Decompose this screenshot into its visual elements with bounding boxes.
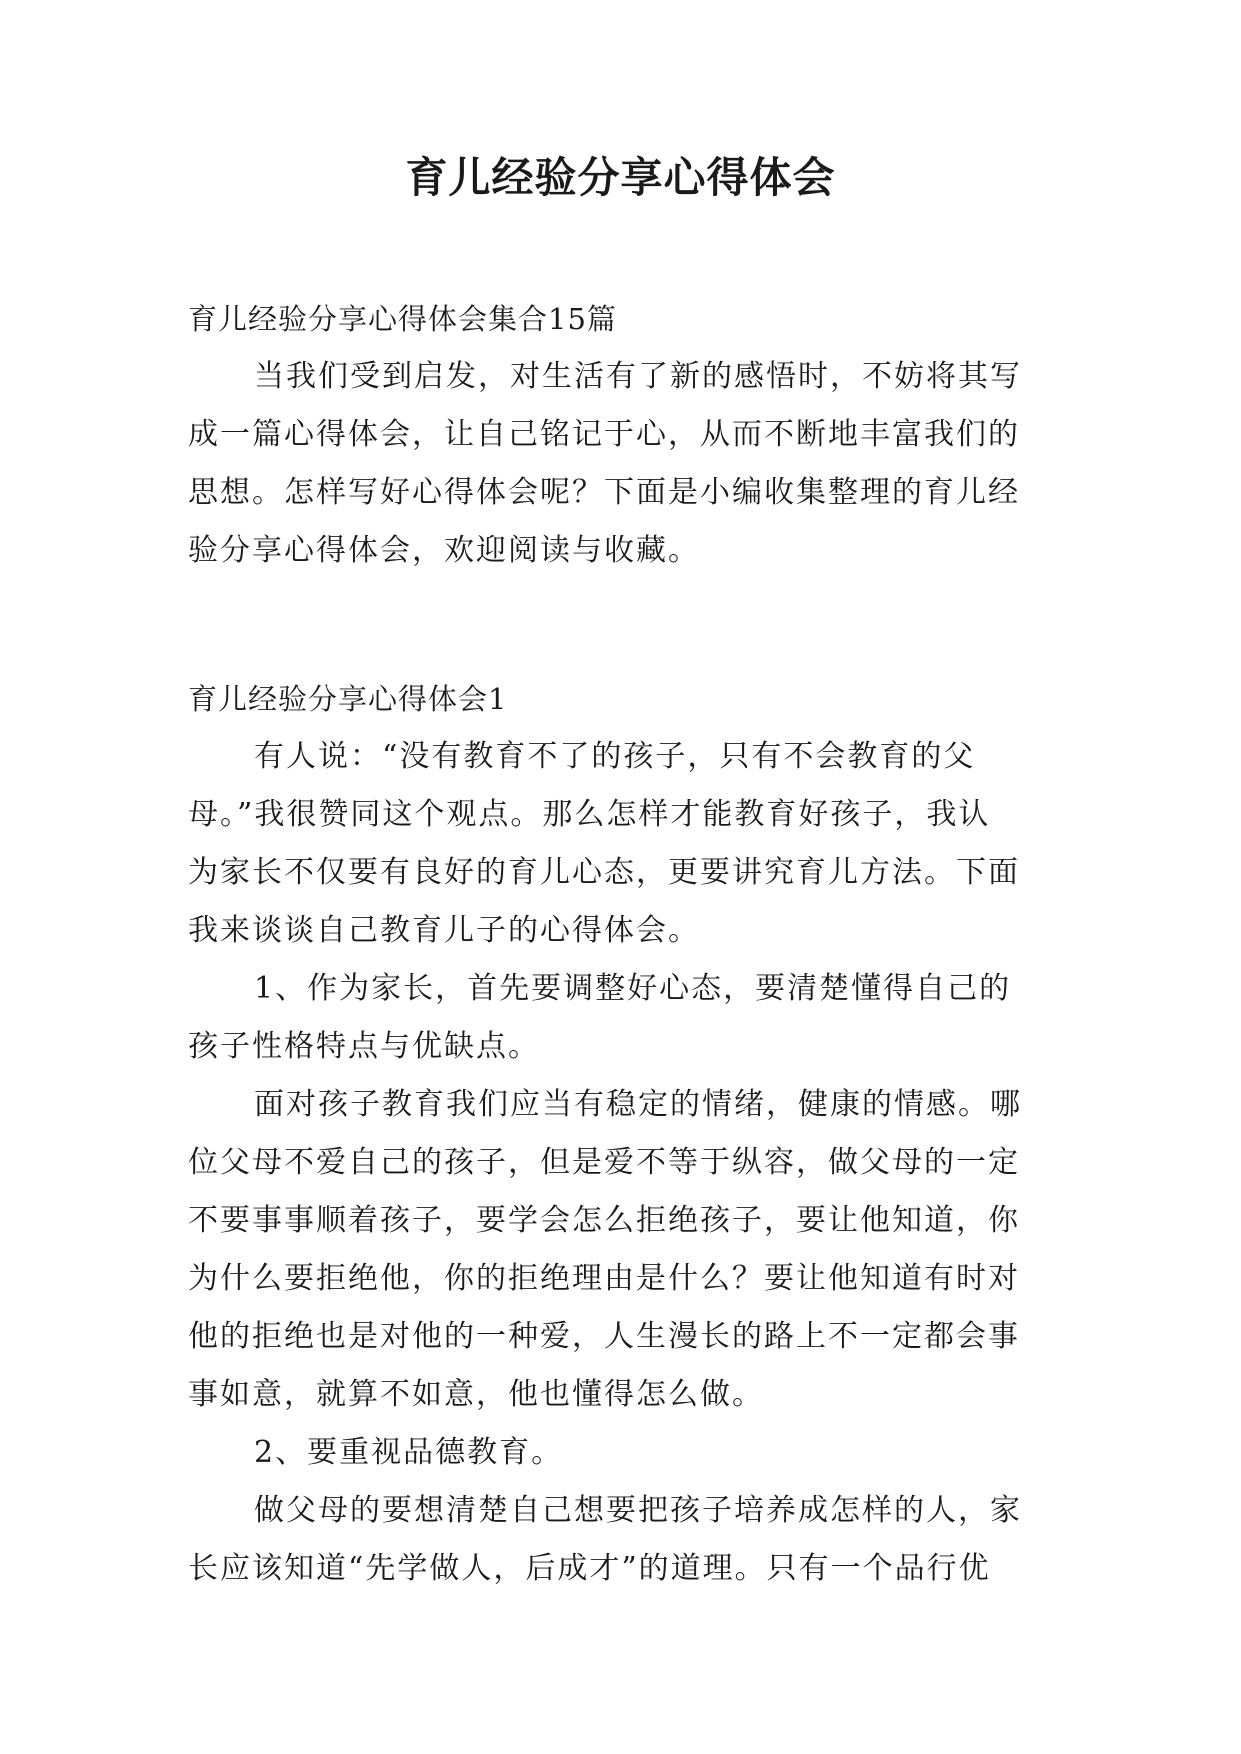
paragraph-line: 做父母的要想清楚自己想要把孩子培养成怎样的人，家: [254, 1493, 1022, 1528]
paragraph-line: 我来谈谈自己教育儿子的心得体会。: [188, 913, 700, 948]
paragraph-line: 长应该知道“先学做人，后成才”的道理。只有一个品行优: [188, 1551, 991, 1586]
section-heading: 育儿经验分享心得体会1: [188, 682, 508, 716]
collection-heading: 育儿经验分享心得体会集合15篇: [188, 302, 617, 336]
paragraph-line: 为家长不仅要有良好的育儿心态，更要讲究育儿方法。下面: [188, 855, 1020, 890]
paragraph-line: 面对孩子教育我们应当有稳定的情绪，健康的情感。哪: [254, 1087, 1022, 1122]
paragraph-line: 他的拒绝也是对他的一种爱，人生漫长的路上不一定都会事: [188, 1319, 1020, 1354]
intro-line: 当我们受到启发，对生活有了新的感悟时，不妨将其写: [254, 359, 1022, 394]
document-title: 育儿经验分享心得体会: [405, 153, 836, 202]
intro-line: 思想。怎样写好心得体会呢？下面是小编收集整理的育儿经: [188, 475, 1020, 510]
intro-line: 验分享心得体会，欢迎阅读与收藏。: [188, 533, 700, 568]
paragraph-line: 不要事事顺着孩子，要学会怎么拒绝孩子，要让他知道，你: [188, 1203, 1020, 1238]
section-spacer: [188, 580, 1058, 670]
point-line: 1、作为家长，首先要调整好心态，要清楚懂得自己的: [254, 971, 1012, 1006]
paragraph-line: 事如意，就算不如意，他也懂得怎么做。: [188, 1377, 764, 1412]
paragraph-line: 为什么要拒绝他，你的拒绝理由是什么？要让他知道有时对: [188, 1261, 1020, 1296]
paragraph-line: 母。”我很赞同这个观点。那么怎样才能教育好孩子，我认: [188, 797, 991, 832]
paragraph-line: 位父母不爱自己的孩子，但是爱不等于纵容，做父母的一定: [188, 1145, 1020, 1180]
paragraph-line: 有人说：“没有教育不了的孩子，只有不会教育的父: [254, 739, 976, 774]
intro-line: 成一篇心得体会，让自己铭记于心，从而不断地丰富我们的: [188, 417, 1020, 452]
document-body: [188, 290, 1058, 1598]
point-line: 孩子性格特点与优缺点。: [188, 1029, 540, 1064]
point-line: 2、要重视品德教育。: [254, 1435, 564, 1470]
